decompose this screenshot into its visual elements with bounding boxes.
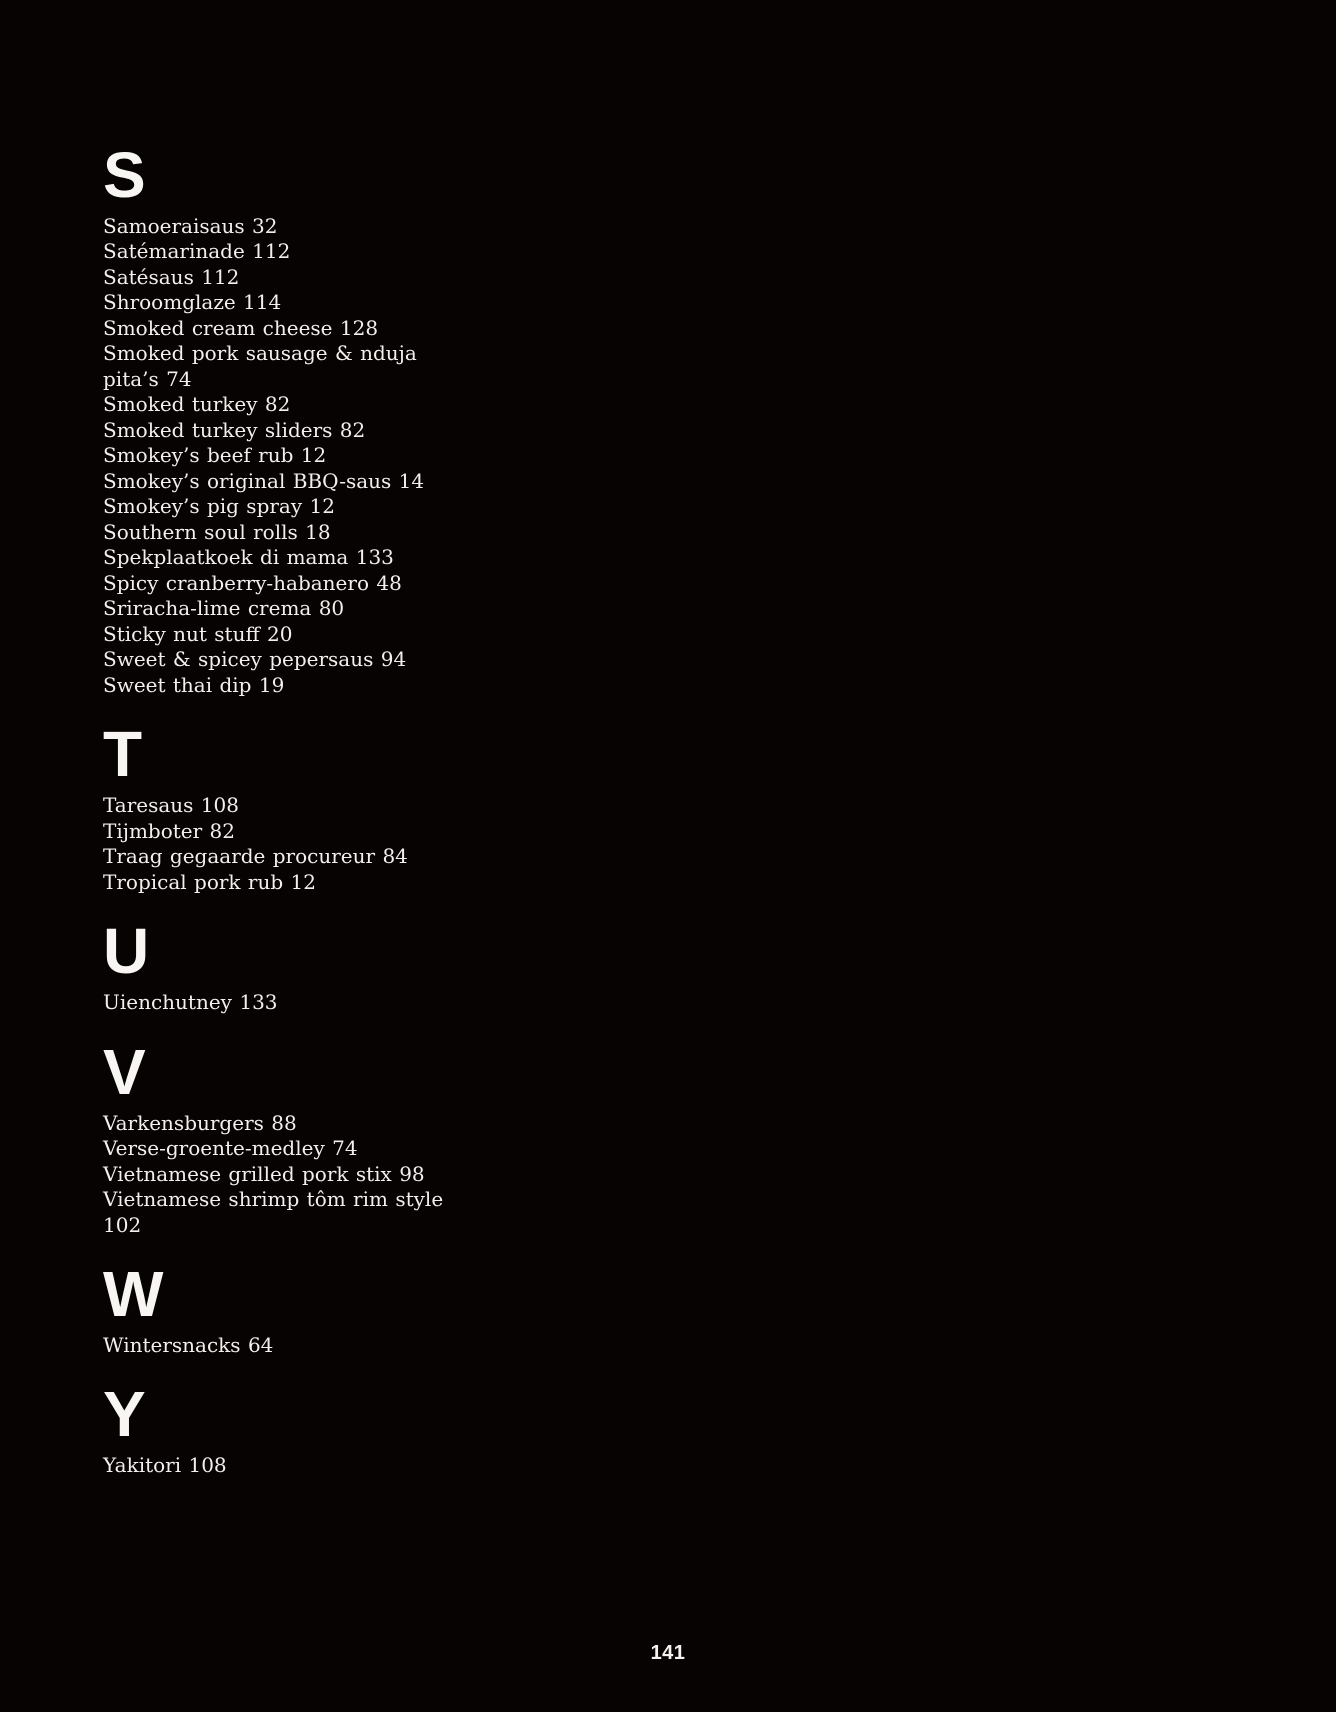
section-letter-s: S — [103, 139, 147, 211]
entry-page-number: 82 — [209, 818, 235, 843]
entry-label: Smokey’s original BBQ-saus — [103, 468, 399, 493]
entry-label: Yakitori — [103, 1453, 189, 1478]
index-entry — [103, 1136, 445, 1162]
entry-label: Southern soul rolls — [103, 519, 306, 544]
index-section-s — [103, 139, 445, 698]
index-sections — [103, 139, 445, 1479]
entry-page-number: 48 — [376, 570, 402, 595]
entry-page-number: 108 — [200, 793, 239, 818]
index-entry — [103, 239, 445, 265]
entry-page-number: 98 — [399, 1161, 425, 1186]
entry-label: Vietnamese grilled pork stix — [103, 1161, 400, 1186]
entry-label: Smokey’s beef rub — [103, 443, 301, 468]
entry-page-number: 82 — [339, 417, 366, 442]
index-entry — [103, 673, 445, 699]
section-letter-u: U — [103, 915, 151, 988]
entry-page-number: 112 — [201, 264, 240, 289]
index-entry — [103, 316, 445, 342]
entry-label: Traag gegaarde procureur — [103, 844, 383, 869]
entry-label: Verse-groente-medley — [103, 1136, 333, 1160]
entry-label: Tijmboter — [103, 818, 210, 843]
entry-label: Satésaus — [103, 264, 202, 289]
entry-label: Smokey’s pig spray — [103, 494, 310, 519]
index-entry — [103, 571, 445, 597]
section-letter-y: Y — [103, 1378, 147, 1451]
page-number: 141 — [650, 1642, 686, 1664]
index-entry — [103, 1453, 445, 1479]
index-entry — [103, 392, 445, 418]
index-entry — [103, 596, 445, 622]
entry-label: Smoked turkey sliders — [103, 417, 340, 442]
entry-label: Sweet thai dip — [103, 672, 259, 697]
entry-label: Sriracha-lime crema — [103, 596, 319, 621]
entry-label: Uienchutney — [103, 990, 240, 1015]
index-entry — [103, 418, 445, 444]
index-entry — [103, 494, 445, 520]
entry-page-number: 133 — [355, 545, 394, 570]
entry-page-number: 82 — [264, 392, 291, 417]
entry-page-number: 14 — [398, 468, 425, 493]
index-section-y — [103, 1378, 445, 1478]
index-entry — [103, 622, 445, 648]
index-entry — [103, 870, 445, 896]
index-entry — [103, 520, 445, 546]
entry-page-number: 114 — [243, 290, 282, 315]
section-letter-t: T — [103, 718, 144, 791]
entry-label: Sticky nut stuff — [103, 621, 268, 646]
entry-label: Satémarinade — [103, 239, 253, 264]
section-letter-v: V — [103, 1035, 147, 1108]
entry-page-number: 64 — [247, 1332, 274, 1357]
entry-page-number: 74 — [332, 1136, 358, 1160]
entry-page-number: 102 — [103, 1212, 142, 1237]
index-entry — [103, 1187, 445, 1238]
entry-page-number: 84 — [382, 844, 408, 869]
entry-label: Spicy cranberry-habanero — [103, 570, 377, 595]
entry-page-number: 12 — [300, 443, 327, 468]
index-entry — [103, 214, 445, 240]
entry-page-number: 112 — [252, 239, 291, 264]
entry-page-number: 133 — [239, 990, 278, 1015]
entry-page-number: 128 — [339, 315, 379, 340]
index-section-w — [103, 1258, 445, 1358]
entry-label: Smoked turkey — [103, 392, 265, 417]
index-entry — [103, 545, 445, 571]
entry-page-number: 94 — [380, 647, 407, 672]
entry-page-number: 108 — [188, 1453, 227, 1478]
entry-label: Smoked pork sausage & nduja pita’s — [103, 341, 417, 391]
index-section-u — [103, 915, 445, 1015]
entry-label: Wintersnacks — [103, 1332, 248, 1357]
index-entry — [103, 1162, 445, 1188]
index-entry — [103, 290, 445, 316]
entry-page-number: 74 — [166, 366, 192, 391]
entry-page-number: 32 — [252, 213, 278, 238]
index-entry — [103, 990, 445, 1016]
entry-page-number: 19 — [258, 672, 285, 697]
entry-label: Samoeraisaus — [103, 213, 253, 238]
index-entry — [103, 1111, 445, 1137]
entry-label: Smoked cream cheese — [103, 315, 340, 340]
index-entry — [103, 819, 445, 845]
entry-page-number: 20 — [267, 621, 293, 646]
entry-label: Vietnamese shrimp tôm rim style — [103, 1187, 444, 1211]
entry-page-number: 12 — [290, 869, 316, 894]
index-entry — [103, 647, 445, 673]
entry-label: Varkensburgers — [103, 1110, 272, 1135]
index-section-v — [103, 1035, 445, 1238]
entry-label: Tropical pork rub — [103, 869, 291, 894]
index-entry — [103, 469, 445, 495]
entry-label: Shroomglaze — [103, 290, 244, 315]
index-entry — [103, 341, 445, 392]
entry-page-number: 18 — [305, 519, 331, 544]
index-entry — [103, 1333, 445, 1359]
section-letter-w: W — [103, 1258, 165, 1330]
entry-label: Sweet & spicey pepersaus — [103, 647, 381, 672]
entry-label: Taresaus — [103, 793, 201, 818]
index-entry — [103, 443, 445, 469]
entry-page-number: 80 — [318, 596, 345, 621]
index-entry — [103, 265, 445, 291]
entry-page-number: 88 — [271, 1110, 297, 1135]
index-entry — [103, 793, 445, 819]
entry-page-number: 12 — [309, 494, 335, 519]
index-entry — [103, 844, 445, 870]
index-section-t — [103, 718, 445, 895]
entry-label: Spekplaatkoek di mama — [103, 545, 356, 570]
